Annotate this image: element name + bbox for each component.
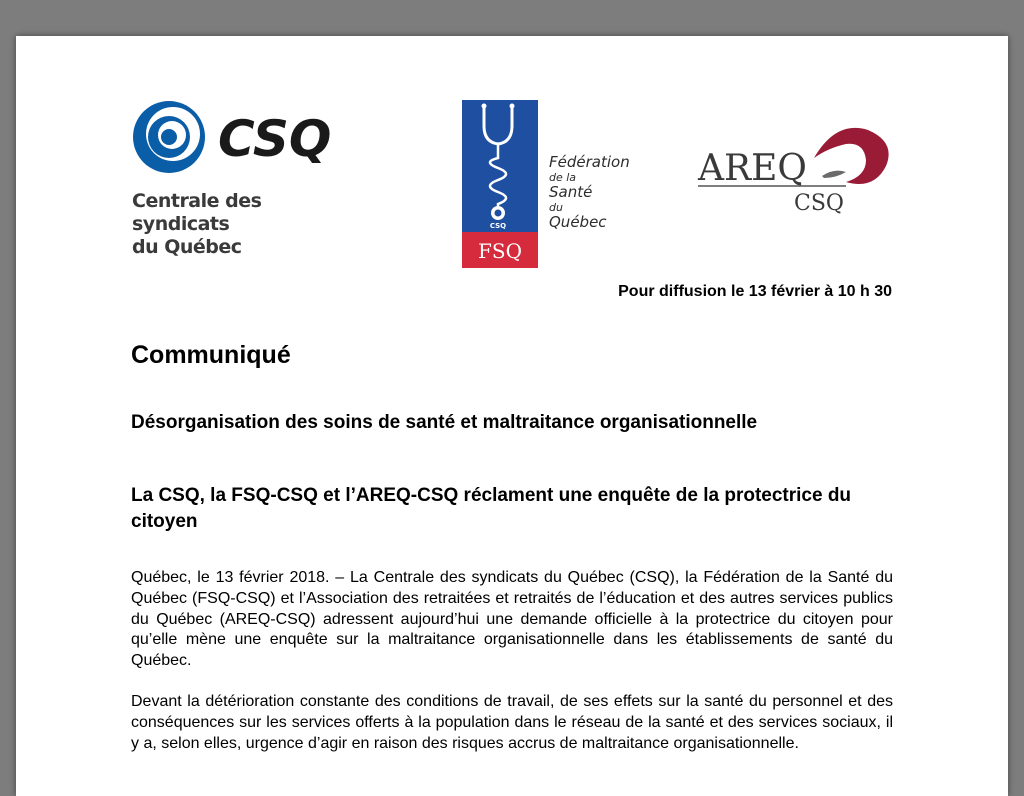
- fsq-line-2: de la: [549, 171, 577, 184]
- csq-subtitle: [132, 190, 362, 259]
- fsq-logo: [460, 100, 640, 270]
- areq-logo: [696, 120, 906, 220]
- paragraph: Québec, le 13 février 2018. – La Centrale des syndicats du Québec (CSQ), la Fédération de la Santé du Québec (FSQ-CSQ) et l’Association des retraitées et retraités de l’éducation et des autres services publics du Québec (AREQ-CSQ) adressent aujourd’hui une demande officielle à la protectrice du citoyen pour qu’elle mène une enquête sur la maltraitance organisationnelle dans les établissements de santé du Québec.: [131, 569, 893, 670]
- paragraph: Devant la détérioration constante des conditions de travail, de ses effets sur la santé du personnel et des conséquences sur les services offerts à la population dans le réseau de la santé et des services sociaux, il y a, selon elles, urgence d’agir en raison des risques accrus de maltraitance organisationnelle.: [131, 693, 893, 752]
- csq-wordmark: CSQ: [218, 110, 332, 168]
- fsq-line-1: Fédération: [549, 153, 630, 171]
- csq-subtitle-line1: Centrale des syndicats: [132, 190, 262, 235]
- areq-figure-icon: [696, 120, 906, 220]
- document-page: [16, 36, 1008, 796]
- fsq-badge-csq: CSQ: [489, 222, 507, 230]
- headline: La CSQ, la FSQ-CSQ et l’AREQ-CSQ réclament une enquête de la protectrice du citoyen: [131, 485, 852, 532]
- fsq-badge-label: FSQ: [478, 239, 522, 263]
- fsq-line-4: du: [549, 201, 563, 214]
- csq-swirl-icon: [132, 100, 362, 180]
- areq-wordmark: AREQ: [698, 148, 807, 189]
- release-date: Pour diffusion le 13 février à 10 h 30: [618, 283, 892, 300]
- subheading: Désorganisation des soins de santé et maltraitance organisationnelle: [131, 412, 758, 433]
- fsq-badge: [460, 100, 540, 268]
- fsq-line-3: Santé: [549, 183, 593, 201]
- csq-subtitle-line2: du Québec: [132, 236, 242, 258]
- areq-sub: CSQ: [794, 191, 844, 216]
- fsq-line-5: Québec: [549, 213, 607, 231]
- fsq-logo-text: [549, 155, 630, 230]
- csq-logo: [132, 100, 362, 258]
- page-title: Communiqué: [131, 341, 291, 369]
